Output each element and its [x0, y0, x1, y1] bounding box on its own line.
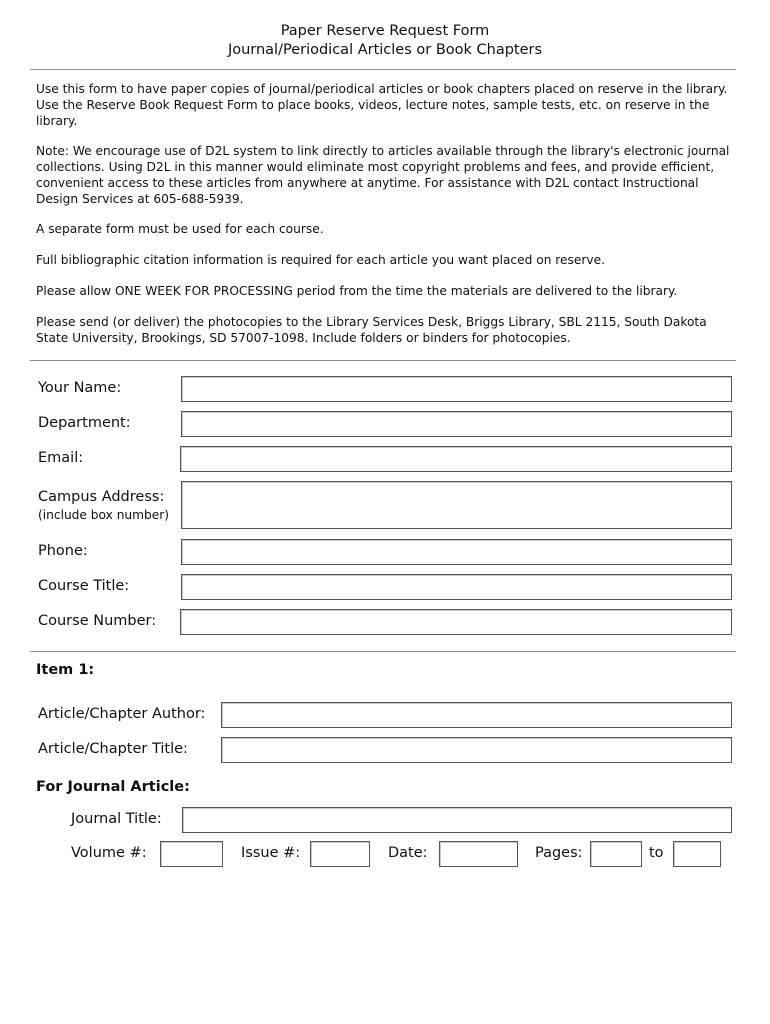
issue-label: Issue #:: [241, 845, 301, 861]
email-label: Email:: [38, 450, 84, 466]
department-field[interactable]: [181, 411, 732, 437]
contact-divider: [30, 651, 736, 652]
journal-article-heading: For Journal Article:: [36, 779, 190, 795]
header-divider: [30, 69, 736, 70]
campus-address-label: Campus Address:: [38, 489, 165, 505]
instructions-note: Note: We encourage use of D2L system to link directly to articles available through the library's electronic journal collections. Using D2L in this manner would eliminate most copyright problems and fees, and provide efficient, convenient access to these articles from anywhere at anytime. For assistance with D2L contact Instructional Design Services at 605-688-5939.: [36, 144, 730, 206]
issue-field[interactable]: [310, 841, 370, 867]
article-title-field[interactable]: [221, 737, 732, 763]
instructions-paragraph-1: Use this form to have paper copies of journal/periodical articles or book chapters placed on reserve in the library. Use the Reserve Book Request Form to place books, videos, lecture notes, sample tests, etc. on reserve in the library.: [36, 82, 728, 128]
item-1-heading: Item 1:: [36, 662, 95, 678]
instructions-paragraph-processing: Please allow ONE WEEK FOR PROCESSING period from the time the materials are delivered to the library.: [36, 284, 678, 298]
name-field[interactable]: [181, 376, 732, 402]
journal-title-field[interactable]: [182, 807, 732, 833]
pages-label: Pages:: [535, 845, 583, 861]
journal-title-label: Journal Title:: [71, 811, 162, 827]
course-number-field[interactable]: [180, 609, 732, 635]
date-field[interactable]: [439, 841, 518, 867]
department-label: Department:: [38, 415, 131, 431]
course-number-label: Course Number:: [38, 613, 157, 629]
form-subtitle: Journal/Periodical Articles or Book Chapters: [227, 42, 543, 58]
instructions-divider: [30, 360, 736, 361]
instructions-paragraph-citation: Full bibliographic citation information is required for each article you want placed on reserve.: [36, 253, 605, 267]
course-title-field[interactable]: [181, 574, 732, 600]
name-label: Your Name:: [38, 380, 122, 396]
date-label: Date:: [388, 845, 428, 861]
article-author-field[interactable]: [221, 702, 732, 728]
pages-start-field[interactable]: [590, 841, 642, 867]
campus-address-note: (include box number): [38, 508, 170, 522]
article-title-label: Article/Chapter Title:: [38, 741, 188, 757]
phone-field[interactable]: [181, 539, 732, 565]
course-title-label: Course Title:: [38, 578, 130, 594]
form-title: Paper Reserve Request Form: [280, 23, 490, 39]
volume-label: Volume #:: [71, 845, 147, 861]
campus-address-field[interactable]: [181, 481, 732, 529]
volume-field[interactable]: [160, 841, 223, 867]
article-author-label: Article/Chapter Author:: [38, 706, 206, 722]
pages-to-label: to: [649, 845, 664, 861]
instructions-paragraph-delivery: Please send (or deliver) the photocopies to the Library Services Desk, Briggs Library, SBL 2115, South Dakota State University, Brookings, SD 57007-1098. Include folders or binders for photocopies.: [36, 315, 707, 345]
email-field[interactable]: [180, 446, 732, 472]
pages-end-field[interactable]: [673, 841, 721, 867]
instructions-paragraph-separate-form: A separate form must be used for each course.: [36, 222, 324, 236]
phone-label: Phone:: [38, 543, 88, 559]
